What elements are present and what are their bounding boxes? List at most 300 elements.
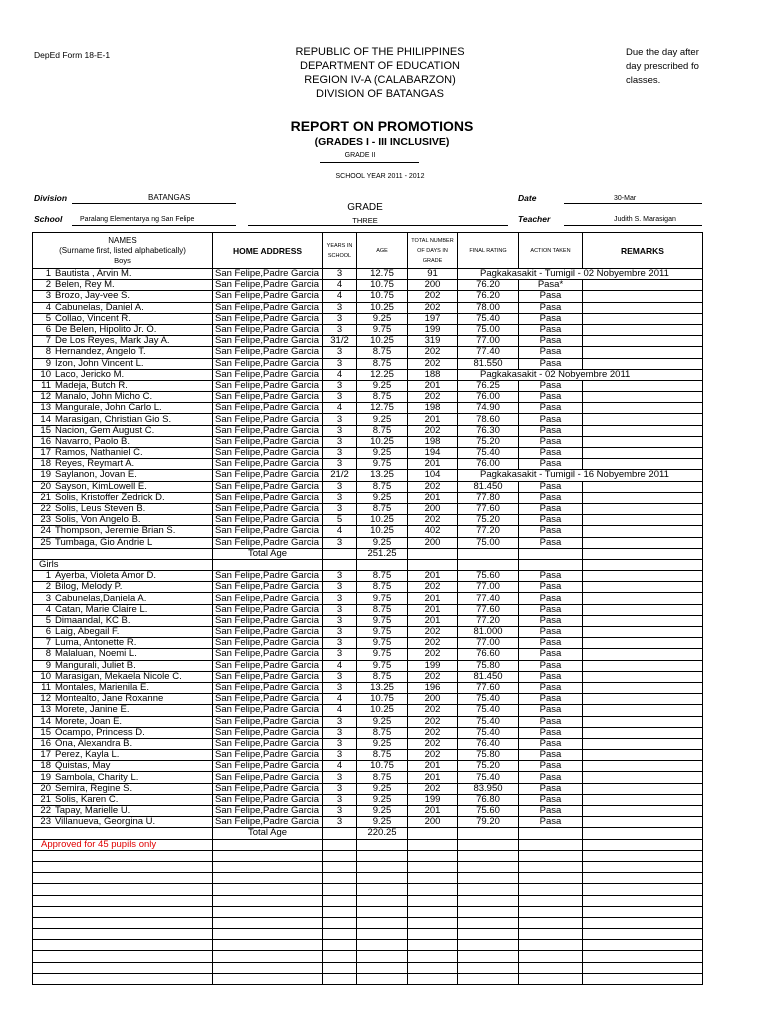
student-name: Cabunelas,Daniela A. — [55, 592, 147, 604]
remarks — [583, 761, 703, 772]
age: 8.75 — [357, 392, 408, 403]
empty-cell — [323, 917, 357, 928]
action-taken: Pasa — [519, 537, 583, 548]
years-in-school: 3 — [323, 738, 357, 749]
years-in-school: 3 — [323, 649, 357, 660]
empty-cell — [357, 917, 408, 928]
student-number: 23 — [40, 816, 51, 828]
days-in-grade: 200 — [408, 817, 458, 828]
empty-cell — [519, 861, 583, 872]
final-rating: 76.20 — [458, 291, 519, 302]
age: 8.75 — [357, 727, 408, 738]
home-address: San Felipe,Padre Garcia — [213, 459, 323, 470]
home-address: San Felipe,Padre Garcia — [213, 515, 323, 526]
action-taken: Pasa — [519, 694, 583, 705]
table-row — [33, 448, 703, 459]
empty-cell — [519, 906, 583, 917]
student-name: Quistas, May — [55, 760, 111, 772]
empty-cell — [33, 906, 213, 917]
years-in-school: 3 — [323, 459, 357, 470]
empty-cell — [519, 929, 583, 940]
student-number: 7 — [45, 335, 51, 347]
age: 10.25 — [357, 302, 408, 313]
years-in-school: 5 — [323, 515, 357, 526]
empty-cell — [519, 839, 583, 850]
student-name: De Belen, Hipolito Jr. O. — [55, 324, 157, 336]
empty-cell — [33, 850, 213, 861]
table-row — [33, 515, 703, 526]
student-number: 4 — [45, 604, 51, 615]
final-rating: 77.00 — [458, 336, 519, 347]
remarks — [583, 705, 703, 716]
final-rating: 81.450 — [458, 671, 519, 682]
student-name-cell — [33, 448, 213, 459]
empty-cell — [33, 951, 213, 962]
age: 9.25 — [357, 414, 408, 425]
age: 8.75 — [357, 604, 408, 615]
student-name-cell — [33, 671, 213, 682]
age: 9.75 — [357, 324, 408, 335]
student-name-cell — [33, 761, 213, 772]
student-number: 19 — [40, 469, 51, 481]
empty-cell — [323, 559, 357, 570]
empty-cell — [323, 850, 357, 861]
days-in-grade: 91 — [408, 269, 458, 280]
girls-section-label: Girls — [33, 559, 213, 570]
blank-row — [33, 906, 703, 917]
col-header-remarks: REMARKS — [583, 233, 703, 269]
remarks — [583, 436, 703, 447]
home-address: San Felipe,Padre Garcia — [213, 761, 323, 772]
action-taken: Pasa — [519, 761, 583, 772]
action-taken: Pasa — [519, 380, 583, 391]
home-address: San Felipe,Padre Garcia — [213, 503, 323, 514]
years-in-school: 4 — [323, 761, 357, 772]
student-name-cell — [33, 280, 213, 291]
grade-field-value: THREE — [352, 216, 378, 225]
student-name: Catan, Marie Claire L. — [55, 604, 148, 615]
empty-cell — [583, 951, 703, 962]
years-in-school: 3 — [323, 481, 357, 492]
final-rating: 75.00 — [458, 324, 519, 335]
remarks — [583, 347, 703, 358]
empty-cell — [583, 929, 703, 940]
final-rating: 76.80 — [458, 794, 519, 805]
action-taken: Pasa — [519, 705, 583, 716]
empty-cell — [213, 839, 323, 850]
dropout-remark: Pagkakasakit - 02 Nobyembre 2011 — [458, 369, 703, 380]
empty-cell — [357, 850, 408, 861]
remarks — [583, 649, 703, 660]
age: 10.75 — [357, 291, 408, 302]
home-address: San Felipe,Padre Garcia — [213, 627, 323, 638]
student-number: 20 — [40, 783, 51, 794]
age: 9.25 — [357, 783, 408, 794]
student-name: Tumbaga, Gio Andrie L — [55, 537, 153, 548]
blank-row — [33, 951, 703, 962]
empty-cell — [458, 559, 519, 570]
home-address: San Felipe,Padre Garcia — [213, 313, 323, 324]
division-value: BATANGAS — [148, 193, 191, 202]
student-number: 19 — [40, 771, 51, 783]
student-name: Marasigan, Christian Gio S. — [55, 413, 172, 425]
student-number: 11 — [41, 682, 51, 694]
days-in-grade: 194 — [408, 448, 458, 459]
action-taken: Pasa — [519, 336, 583, 347]
age: 10.25 — [357, 705, 408, 716]
remarks — [583, 336, 703, 347]
empty-cell — [519, 951, 583, 962]
remarks — [583, 682, 703, 693]
student-name-cell — [33, 414, 213, 425]
home-address: San Felipe,Padre Garcia — [213, 380, 323, 391]
empty-cell — [33, 895, 213, 906]
student-number: 2 — [45, 581, 51, 593]
home-address: San Felipe,Padre Garcia — [213, 738, 323, 749]
remarks — [583, 806, 703, 817]
remarks — [583, 716, 703, 727]
student-name-cell — [33, 638, 213, 649]
days-in-grade: 202 — [408, 638, 458, 649]
teacher-value: Judith S. Marasigan — [614, 216, 676, 223]
student-name-cell — [33, 615, 213, 626]
empty-cell — [357, 962, 408, 973]
student-name: Ocampo, Princess D. — [55, 727, 145, 738]
blank-row — [33, 839, 703, 850]
home-address: San Felipe,Padre Garcia — [213, 817, 323, 828]
student-name-cell — [33, 269, 213, 280]
home-address: San Felipe,Padre Garcia — [213, 414, 323, 425]
empty-cell — [213, 917, 323, 928]
date-value: 30-Mar — [614, 195, 637, 202]
student-name-cell — [33, 727, 213, 738]
empty-cell — [33, 828, 213, 839]
student-name-cell — [33, 380, 213, 391]
table-row — [33, 324, 703, 335]
student-number: 6 — [45, 324, 51, 336]
header-line-republic: REPUBLIC OF THE PHILIPPINES — [295, 46, 465, 58]
days-in-grade: 199 — [408, 794, 458, 805]
age: 9.25 — [357, 817, 408, 828]
table-row — [33, 783, 703, 794]
student-number: 11 — [41, 380, 51, 391]
empty-cell — [458, 917, 519, 928]
student-name-cell — [33, 515, 213, 526]
years-in-school: 4 — [323, 291, 357, 302]
blank-row — [33, 559, 703, 570]
years-in-school: 3 — [323, 436, 357, 447]
empty-cell — [408, 839, 458, 850]
final-rating: 75.80 — [458, 660, 519, 671]
home-address: San Felipe,Padre Garcia — [213, 772, 323, 783]
remarks — [583, 604, 703, 615]
col-header-years: YEARS IN SCHOOL — [323, 233, 357, 269]
empty-cell — [408, 884, 458, 895]
table-row — [33, 470, 703, 481]
student-name-cell — [33, 649, 213, 660]
empty-cell — [458, 895, 519, 906]
empty-cell — [519, 895, 583, 906]
age: 10.75 — [357, 694, 408, 705]
age: 9.75 — [357, 459, 408, 470]
student-name: Malaluan, Noemi L. — [55, 648, 137, 660]
student-name: Bilog, Melody P. — [55, 581, 123, 593]
years-in-school: 4 — [323, 660, 357, 671]
final-rating: 83.950 — [458, 783, 519, 794]
empty-cell — [519, 962, 583, 973]
days-in-grade: 202 — [408, 627, 458, 638]
years-in-school: 3 — [323, 627, 357, 638]
empty-cell — [458, 873, 519, 884]
table-row — [33, 794, 703, 805]
home-address: San Felipe,Padre Garcia — [213, 358, 323, 369]
empty-cell — [213, 884, 323, 895]
empty-cell — [408, 559, 458, 570]
years-in-school: 3 — [323, 380, 357, 391]
table-row — [33, 682, 703, 693]
remarks — [583, 392, 703, 403]
home-address: San Felipe,Padre Garcia — [213, 671, 323, 682]
action-taken: Pasa — [519, 593, 583, 604]
student-name-cell — [33, 302, 213, 313]
home-address: San Felipe,Padre Garcia — [213, 492, 323, 503]
days-in-grade: 202 — [408, 425, 458, 436]
student-name-cell — [33, 526, 213, 537]
student-number: 24 — [40, 525, 51, 537]
table-row — [33, 414, 703, 425]
action-taken: Pasa — [519, 503, 583, 514]
student-number: 15 — [40, 425, 51, 436]
days-in-grade: 199 — [408, 660, 458, 671]
final-rating: 81.550 — [458, 358, 519, 369]
empty-cell — [519, 917, 583, 928]
age: 9.25 — [357, 313, 408, 324]
table-row — [33, 705, 703, 716]
days-in-grade: 201 — [408, 761, 458, 772]
empty-cell — [357, 873, 408, 884]
age: 12.25 — [357, 369, 408, 380]
days-in-grade: 202 — [408, 705, 458, 716]
final-rating: 81.000 — [458, 627, 519, 638]
remarks — [583, 627, 703, 638]
home-address: San Felipe,Padre Garcia — [213, 403, 323, 414]
empty-cell — [583, 828, 703, 839]
days-in-grade: 198 — [408, 436, 458, 447]
student-number: 4 — [45, 302, 51, 313]
empty-cell — [519, 548, 583, 559]
remarks — [583, 593, 703, 604]
action-taken: Pasa — [519, 324, 583, 335]
years-in-school: 3 — [323, 425, 357, 436]
empty-cell — [33, 940, 213, 951]
table-row — [33, 347, 703, 358]
table-row — [33, 280, 703, 291]
table-row — [33, 593, 703, 604]
action-taken: Pasa — [519, 772, 583, 783]
student-name-cell — [33, 593, 213, 604]
age: 13.25 — [357, 470, 408, 481]
empty-cell — [213, 929, 323, 940]
final-rating: 75.40 — [458, 727, 519, 738]
student-name: Montales, Marienila E. — [55, 682, 149, 694]
school-underline — [72, 225, 236, 226]
student-number: 2 — [45, 279, 51, 291]
empty-cell — [408, 906, 458, 917]
empty-cell — [323, 940, 357, 951]
years-in-school: 3 — [323, 671, 357, 682]
empty-cell — [583, 850, 703, 861]
table-row — [33, 727, 703, 738]
empty-cell — [357, 559, 408, 570]
home-address: San Felipe,Padre Garcia — [213, 682, 323, 693]
table-row — [33, 604, 703, 615]
promotions-table — [32, 232, 703, 985]
final-rating: 77.40 — [458, 593, 519, 604]
table-row — [33, 615, 703, 626]
boys-section-label: Boys — [114, 255, 131, 265]
student-name: Tapay, Marielle U. — [55, 805, 131, 817]
action-taken: Pasa — [519, 459, 583, 470]
table-row — [33, 481, 703, 492]
home-address: San Felipe,Padre Garcia — [213, 705, 323, 716]
years-in-school: 3 — [323, 794, 357, 805]
days-in-grade: 319 — [408, 336, 458, 347]
student-name-cell — [33, 660, 213, 671]
action-taken: Pasa — [519, 347, 583, 358]
final-rating: 75.60 — [458, 806, 519, 817]
home-address: San Felipe,Padre Garcia — [213, 481, 323, 492]
table-row — [33, 817, 703, 828]
final-rating: 78.60 — [458, 414, 519, 425]
empty-cell — [458, 940, 519, 951]
student-number: 25 — [40, 537, 51, 548]
final-rating: 76.30 — [458, 425, 519, 436]
final-rating: 77.80 — [458, 492, 519, 503]
home-address: San Felipe,Padre Garcia — [213, 392, 323, 403]
days-in-grade: 201 — [408, 380, 458, 391]
table-row — [33, 313, 703, 324]
student-name: Marasigan, Mekaela Nicole C. — [55, 671, 182, 682]
empty-cell — [583, 906, 703, 917]
years-in-school: 4 — [323, 526, 357, 537]
years-in-school: 3 — [323, 593, 357, 604]
action-taken: Pasa — [519, 817, 583, 828]
student-number: 22 — [40, 805, 51, 817]
home-address: San Felipe,Padre Garcia — [213, 806, 323, 817]
empty-cell — [519, 828, 583, 839]
age: 9.75 — [357, 660, 408, 671]
student-name-cell — [33, 582, 213, 593]
empty-cell — [323, 951, 357, 962]
student-name-cell — [33, 291, 213, 302]
final-rating: 75.40 — [458, 772, 519, 783]
years-in-school: 3 — [323, 347, 357, 358]
student-name-cell — [33, 425, 213, 436]
student-name-cell — [33, 794, 213, 805]
action-taken: Pasa — [519, 358, 583, 369]
dropout-remark: Pagkakasakit - Tumigil - 02 Nobyembre 2011 — [458, 269, 703, 280]
empty-cell — [357, 940, 408, 951]
student-number: 22 — [40, 503, 51, 515]
empty-cell — [408, 895, 458, 906]
student-name: Solis, Von Angelo B. — [55, 514, 141, 526]
empty-cell — [33, 973, 213, 984]
age: 10.75 — [357, 761, 408, 772]
home-address: San Felipe,Padre Garcia — [213, 794, 323, 805]
days-in-grade: 202 — [408, 727, 458, 738]
empty-cell — [519, 850, 583, 861]
table-row — [33, 671, 703, 682]
empty-cell — [408, 548, 458, 559]
empty-cell — [519, 873, 583, 884]
remarks — [583, 380, 703, 391]
table-row — [33, 571, 703, 582]
years-in-school: 3 — [323, 313, 357, 324]
student-name: Bautista , Arvin M. — [55, 268, 132, 280]
empty-cell — [323, 906, 357, 917]
col-header-names-sub: (Surname first, listed alphabetically) — [59, 245, 186, 255]
empty-cell — [323, 548, 357, 559]
years-in-school: 4 — [323, 280, 357, 291]
years-in-school: 3 — [323, 682, 357, 693]
student-name-cell — [33, 738, 213, 749]
final-rating: 76.00 — [458, 459, 519, 470]
blank-row — [33, 962, 703, 973]
student-name: Ramos, Nathaniel C. — [55, 447, 143, 459]
student-name-cell — [33, 324, 213, 335]
empty-cell — [323, 962, 357, 973]
years-in-school: 3 — [323, 414, 357, 425]
days-in-grade: 201 — [408, 806, 458, 817]
student-name-cell — [33, 716, 213, 727]
empty-cell — [323, 873, 357, 884]
home-address: San Felipe,Padre Garcia — [213, 727, 323, 738]
age: 8.75 — [357, 503, 408, 514]
student-number: 12 — [40, 693, 51, 705]
student-name-cell — [33, 705, 213, 716]
student-name: Nacion, Gem August C. — [55, 425, 155, 436]
final-rating: 75.00 — [458, 537, 519, 548]
empty-cell — [408, 973, 458, 984]
age: 8.75 — [357, 358, 408, 369]
empty-cell — [583, 839, 703, 850]
final-rating: 77.40 — [458, 347, 519, 358]
teacher-label: Teacher — [518, 214, 551, 224]
days-in-grade: 198 — [408, 403, 458, 414]
home-address: San Felipe,Padre Garcia — [213, 582, 323, 593]
days-in-grade: 402 — [408, 526, 458, 537]
age: 9.25 — [357, 448, 408, 459]
final-rating: 75.60 — [458, 571, 519, 582]
empty-cell — [583, 973, 703, 984]
empty-cell — [357, 951, 408, 962]
empty-cell — [33, 861, 213, 872]
years-in-school: 3 — [323, 302, 357, 313]
empty-cell — [583, 884, 703, 895]
days-in-grade: 201 — [408, 414, 458, 425]
student-number: 15 — [40, 727, 51, 738]
student-number: 5 — [45, 615, 51, 626]
empty-cell — [33, 917, 213, 928]
days-in-grade: 188 — [408, 369, 458, 380]
student-number: 3 — [45, 290, 51, 302]
years-in-school: 4 — [323, 694, 357, 705]
grade-field-underline — [248, 225, 508, 226]
action-taken: Pasa — [519, 750, 583, 761]
action-taken: Pasa — [519, 403, 583, 414]
student-name: De Los Reyes, Mark Jay A. — [55, 335, 170, 347]
empty-cell — [408, 962, 458, 973]
